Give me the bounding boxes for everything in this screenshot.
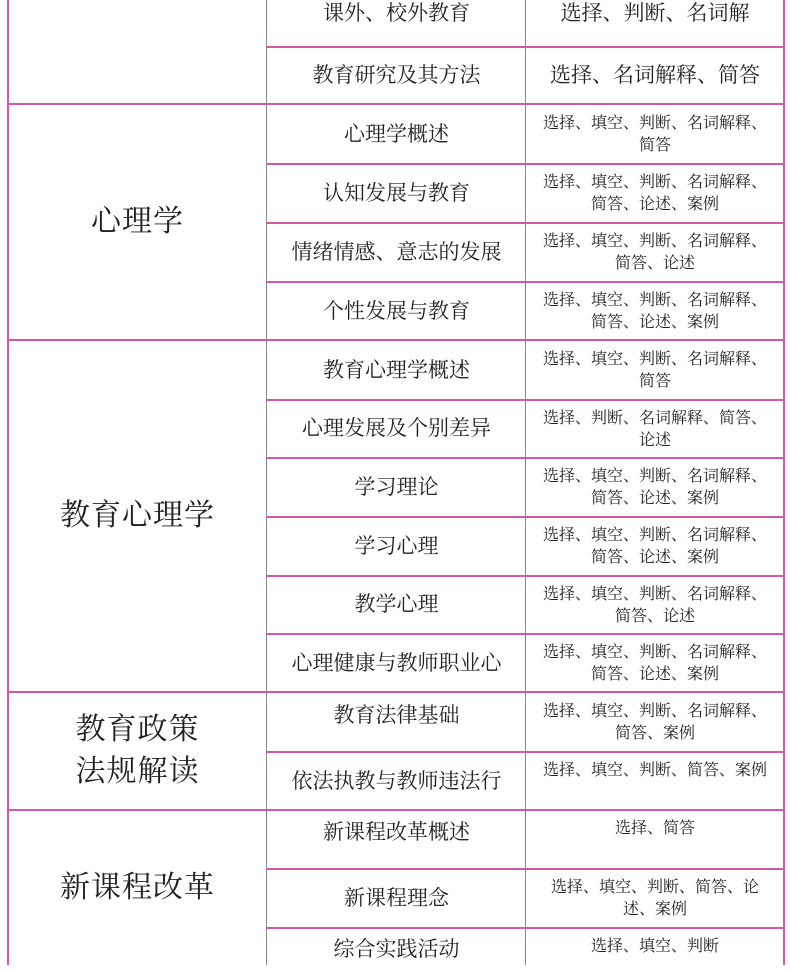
row-divider [266, 516, 784, 518]
topic-label: 心理发展及个别差异 [302, 416, 491, 440]
topic-label: 情绪情感、意志的发展 [291, 239, 502, 264]
topic-cell [267, 281, 526, 340]
table-border-right [783, 0, 785, 965]
topic-cell [267, 457, 526, 516]
topic-cell [267, 927, 526, 973]
section-psychology [8, 104, 267, 340]
row-divider [266, 281, 784, 283]
question-types-cell [526, 583, 784, 633]
section-label-line1: 教育政策 [75, 712, 200, 747]
question-types-cell [526, 935, 784, 965]
topic-label: 综合实践活动 [333, 937, 460, 961]
topic-cell [267, 633, 526, 692]
question-types-cell [526, 407, 784, 457]
topic-cell [267, 104, 526, 163]
question-types-cell [526, 700, 784, 751]
topic-cell [267, 868, 526, 927]
topic-label: 个性发展与教育 [323, 298, 470, 323]
column-divider-2 [525, 0, 526, 965]
topic-label: 新课程理念 [344, 885, 449, 910]
topic-cell [267, 516, 526, 575]
row-divider [266, 927, 784, 929]
section-education-policy [8, 692, 267, 810]
question-types-cell [526, 0, 784, 46]
section-label-line2: 法规解读 [75, 754, 200, 789]
question-types-cell [526, 46, 784, 104]
section-label: 心理学 [91, 204, 184, 239]
question-types-label: 选择、填空、判断、名词解释、简答、论述、案例 [542, 172, 767, 213]
topic-cell [267, 810, 526, 868]
question-types-label: 选择、填空、判断、简答、论述、案例 [550, 877, 759, 918]
question-types-cell [526, 348, 784, 399]
topic-label: 心理学概述 [344, 121, 449, 146]
question-types-label: 选择、填空、判断、名词解释、简答、论述 [542, 231, 767, 272]
topic-cell [267, 222, 526, 281]
question-types-cell [526, 230, 784, 281]
topic-cell [267, 46, 526, 104]
topic-cell [267, 340, 526, 399]
section-divider [7, 103, 785, 105]
row-divider [266, 46, 784, 48]
section-divider [7, 809, 785, 811]
question-types-cell [526, 876, 784, 927]
topic-label: 学习心理 [354, 533, 439, 558]
topic-label: 新课程改革概述 [323, 820, 470, 844]
row-divider [266, 751, 784, 753]
section-curriculum-reform [8, 810, 267, 965]
section-label: 教育心理学 [60, 498, 215, 533]
section-educational-psychology [8, 340, 267, 692]
question-types-cell [526, 112, 784, 163]
topic-label: 教学心理 [354, 592, 439, 616]
row-divider [266, 399, 784, 401]
question-types-label: 选择、填空、判断、名词解释、简答 [542, 349, 767, 390]
row-divider [266, 457, 784, 459]
topic-label: 课外、校外教育 [323, 1, 470, 25]
question-types-cell [526, 171, 784, 222]
question-types-label: 选择、判断、名词解 [560, 1, 750, 25]
row-divider [266, 868, 784, 870]
question-types-label: 选择、填空、判断、简答、案例 [542, 760, 767, 779]
topic-label: 教育研究及其方法 [312, 63, 481, 87]
question-types-cell [526, 524, 784, 575]
question-types-label: 选择、判断、名词解释、简答、论述 [542, 408, 767, 449]
section-divider [7, 339, 785, 341]
topic-cell [267, 575, 526, 633]
question-types-cell [526, 641, 784, 692]
question-types-label: 选择、填空、判断、名词解释、简答、案例 [542, 701, 767, 742]
topic-label: 心理健康与教师职业心 [291, 650, 502, 675]
question-types-label: 选择、填空、判断 [590, 936, 719, 955]
topic-label: 学习理论 [354, 474, 439, 499]
question-types-cell [526, 759, 784, 810]
question-types-cell [526, 289, 784, 340]
topic-label: 教育法律基础 [333, 703, 460, 727]
question-types-label: 选择、填空、判断、名词解释、简答、论述、案例 [542, 290, 767, 331]
topic-cell [267, 692, 526, 751]
row-divider [266, 575, 784, 577]
topic-label: 依法执教与教师违法行 [291, 768, 502, 793]
question-types-label: 选择、名词解释、简答 [550, 63, 760, 87]
topic-cell [267, 751, 526, 810]
question-types-label: 选择、填空、判断、名词解释、简答 [542, 113, 767, 154]
topic-cell [267, 163, 526, 222]
topic-label: 教育心理学概述 [323, 357, 470, 382]
question-types-cell [526, 465, 784, 516]
question-types-cell [526, 817, 784, 868]
question-types-label: 选择、简答 [614, 818, 695, 837]
topic-label: 认知发展与教育 [323, 180, 470, 205]
table-border-left [7, 0, 9, 965]
topic-cell [267, 0, 526, 46]
column-divider-1 [266, 0, 267, 965]
row-divider [266, 222, 784, 224]
question-types-label: 选择、填空、判断、名词解释、简答、论述、案例 [542, 466, 767, 507]
row-divider [266, 163, 784, 165]
topic-cell [267, 399, 526, 457]
question-types-label: 选择、填空、判断、名词解释、简答、论述、案例 [542, 525, 767, 566]
section-label: 新课程改革 [60, 869, 215, 905]
row-divider [266, 633, 784, 635]
section-divider [7, 691, 785, 693]
question-types-label: 选择、填空、判断、名词解释、简答、论述 [542, 584, 767, 625]
question-types-label: 选择、填空、判断、名词解释、简答、论述、案例 [542, 642, 767, 683]
